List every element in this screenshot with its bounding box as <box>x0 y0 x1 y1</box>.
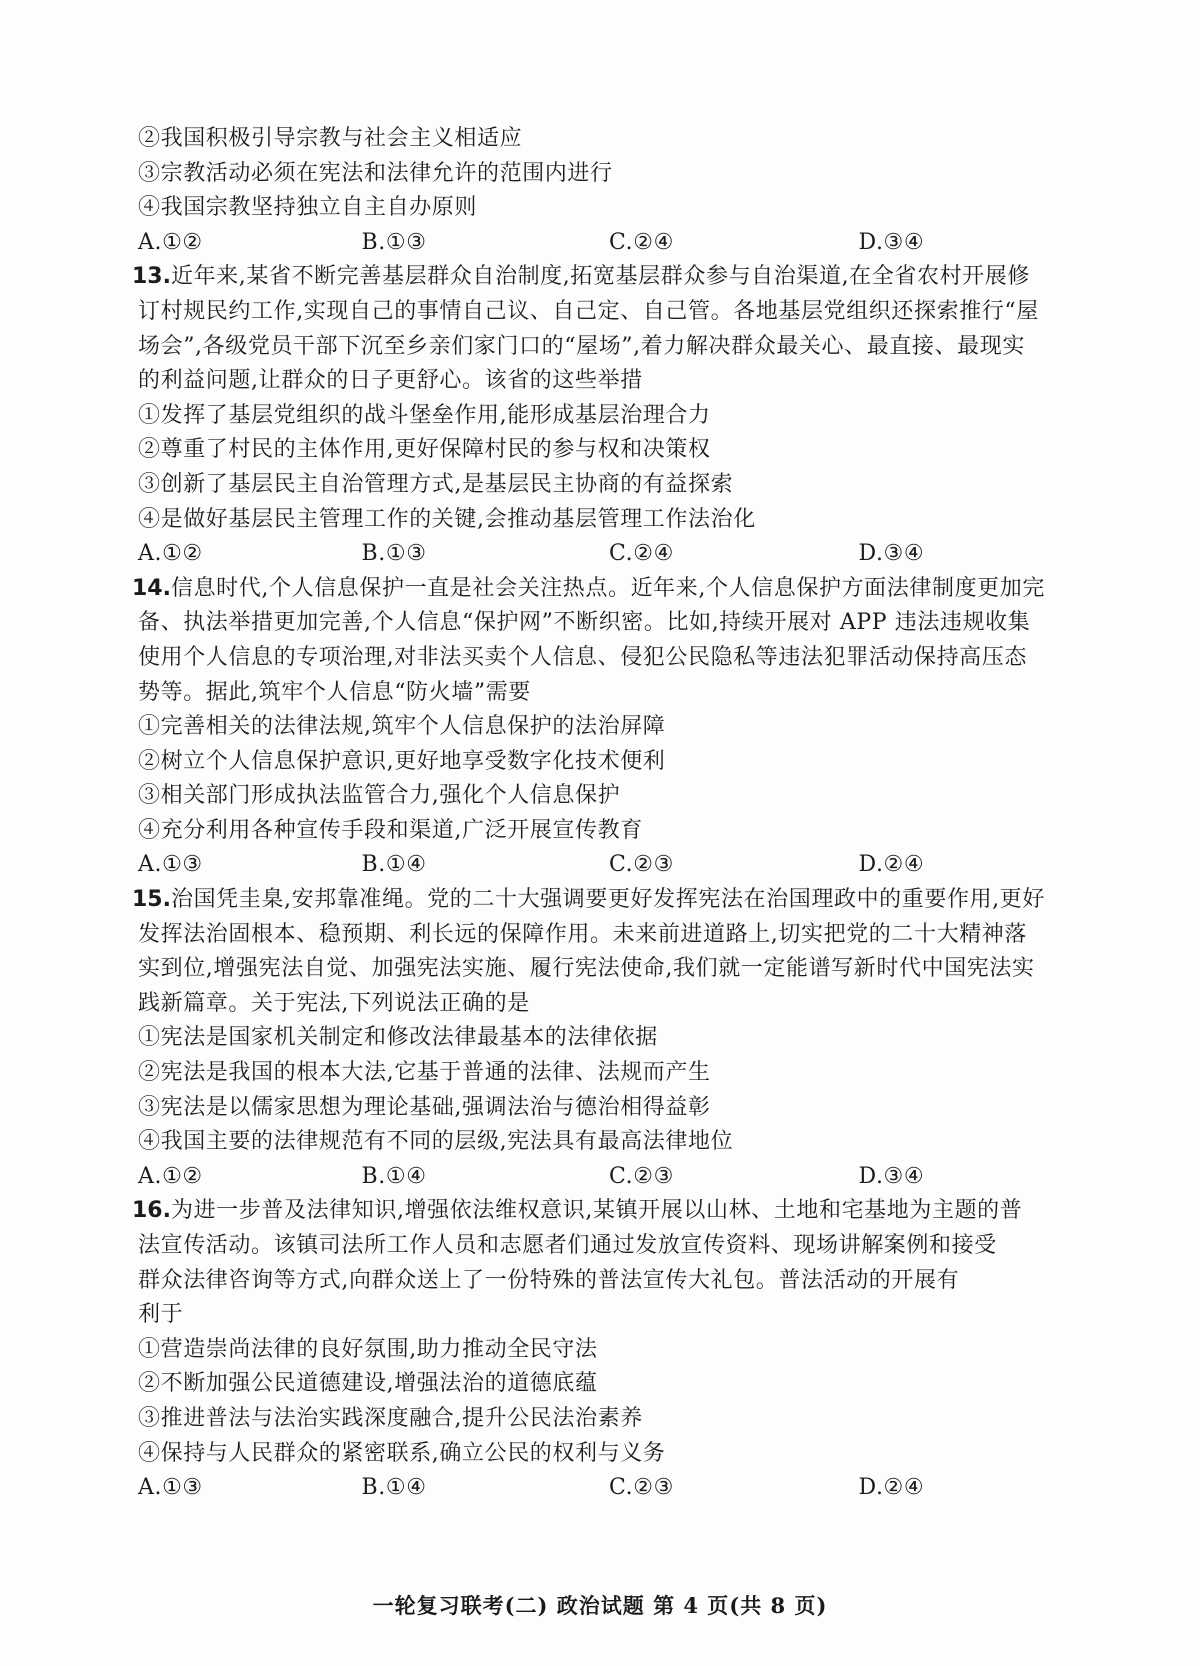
answer-c: C.②③ <box>609 852 674 878</box>
option-line: ③推进普法与法治实践深度融合,提升公民法治素养 <box>138 1405 643 1431</box>
exam-content <box>132 122 1098 1506</box>
option-line: ②不断加强公民道德建设,增强法治的道德底蕴 <box>138 1371 598 1397</box>
option-line: ④是做好基层民主管理工作的关键,会推动基层管理工作法治化 <box>138 506 756 532</box>
answer-choices <box>138 848 1098 883</box>
question-stem-text: 为进一步普及法律知识,增强依法维权意识,某镇开展以山林、土地和宅基地为主题的普 <box>170 1198 1023 1224</box>
question-stem-text: 信息时代,个人信息保护一直是社会关注热点。近年来,个人信息保护方面法律制度更加完 <box>170 575 1045 601</box>
page-footer: 一轮复习联考(二) 政治试题 第 4 页(共 8 页) <box>372 1593 828 1618</box>
option-line: ①完善相关的法律法规,筑牢个人信息保护的法治屏障 <box>138 714 666 740</box>
question-number: 16. <box>132 1198 171 1224</box>
question-13 <box>132 260 1098 571</box>
question-stem-first-line <box>132 883 1098 918</box>
question-stem-line: 法宣传活动。该镇司法所工作人员和志愿者们通过发放宣传资料、现场讲解案例和接受 <box>138 1233 997 1258</box>
option-line: ①宪法是国家机关制定和修改法律最基本的法律依据 <box>138 1025 658 1051</box>
question-number: 13. <box>132 264 171 290</box>
answer-a: A.①③ <box>138 852 203 878</box>
option-line: ②树立个人信息保护意识,更好地享受数字化技术便利 <box>138 748 666 774</box>
option-line: ③相关部门形成执法监管合力,强化个人信息保护 <box>138 783 621 809</box>
question-stem-text: 近年来,某省不断完善基层群众自治制度,拓宽基层群众参与自治渠道,在全省农村开展修 <box>170 264 1030 290</box>
answer-d: D.③④ <box>858 1163 925 1189</box>
option-line: ②尊重了村民的主体作用,更好保障村民的参与权和决策权 <box>138 437 711 463</box>
answer-choices <box>138 537 1098 572</box>
option-line: ③创新了基层民主自治管理方式,是基层民主协商的有益探索 <box>138 471 734 497</box>
option-line: ①发挥了基层党组织的战斗堡垒作用,能形成基层治理合力 <box>138 402 711 428</box>
question-12-continued <box>138 122 1098 260</box>
option-line: ③宪法是以儒家思想为理论基础,强调法治与德治相得益彰 <box>138 1094 711 1120</box>
answer-a: A.①② <box>138 541 203 567</box>
question-stem-line: 的利益问题,让群众的日子更舒心。该省的这些举措 <box>138 368 643 394</box>
answer-d: D.③④ <box>858 229 925 255</box>
question-stem-first-line <box>132 572 1098 607</box>
option-line: ③宗教活动必须在宪法和法律允许的范围内进行 <box>138 160 613 186</box>
answer-d: D.③④ <box>858 541 925 567</box>
answer-c: C.②④ <box>609 541 674 567</box>
answer-d: D.②④ <box>858 852 925 878</box>
question-stem-line: 订村规民约工作,实现自己的事情自己议、自己定、自己管。各地基层党组织还探索推行“屋 <box>138 298 1039 324</box>
answer-b: B.①③ <box>361 229 427 255</box>
answer-c: C.②④ <box>609 229 674 255</box>
question-stem-line: 发挥法治固根本、稳预期、利长远的保障作用。未来前进道路上,切实把党的二十大精神落 <box>138 921 1027 947</box>
answer-d: D.②④ <box>858 1475 925 1501</box>
question-15 <box>132 883 1098 1194</box>
question-stem-text: 治国凭圭臬,安邦靠准绳。党的二十大强调要更好发挥宪法在治国理政中的重要作用,更好 <box>170 887 1045 913</box>
answer-choices <box>138 226 1098 261</box>
question-stem-first-line <box>132 260 1098 295</box>
answer-a: A.①② <box>138 1163 203 1189</box>
answer-choices <box>138 1471 1098 1506</box>
answer-a: A.①② <box>138 229 203 255</box>
question-14 <box>132 572 1098 883</box>
option-line: ②宪法是我国的根本大法,它基于普通的法律、法规而产生 <box>138 1060 711 1086</box>
question-stem-first-line <box>132 1194 1098 1229</box>
answer-c: C.②③ <box>609 1475 674 1501</box>
question-stem-line: 群众法律咨询等方式,向群众送上了一份特殊的普法宣传大礼包。普法活动的开展有 <box>138 1267 960 1293</box>
answer-b: B.①④ <box>361 852 427 878</box>
option-line: ④保持与人民群众的紧密联系,确立公民的权利与义务 <box>138 1440 666 1466</box>
answer-b: B.①④ <box>361 1475 427 1501</box>
answer-b: B.①③ <box>361 541 427 567</box>
question-stem-line: 势等。据此,筑牢个人信息“防火墙”需要 <box>138 679 531 705</box>
question-stem-line: 备、执法举措更加完善,个人信息“保护网”不断织密。比如,持续开展对 APP 违法违规收集 <box>138 610 1031 636</box>
option-line: ④我国主要的法律规范有不同的层级,宪法具有最高法律地位 <box>138 1129 734 1155</box>
question-number: 14. <box>132 575 171 601</box>
answer-choices <box>138 1160 1098 1195</box>
question-stem-line: 使用个人信息的专项治理,对非法买卖个人信息、侵犯公民隐私等违法犯罪活动保持高压态 <box>138 644 1027 670</box>
option-line: ④我国宗教坚持独立自主自办原则 <box>138 195 478 221</box>
answer-a: A.①③ <box>138 1475 203 1501</box>
option-line: ④充分利用各种宣传手段和渠道,广泛开展宣传教育 <box>138 817 643 843</box>
question-stem-line: 实到位,增强宪法自觉、加强宪法实施、履行宪法使命,我们就一定能谱写新时代中国宪法实 <box>138 956 1035 982</box>
answer-b: B.①④ <box>361 1163 427 1189</box>
question-number: 15. <box>132 887 171 913</box>
option-line: ①营造崇尚法律的良好氛围,助力推动全民守法 <box>138 1336 598 1362</box>
question-stem-line: 践新篇章。关于宪法,下列说法正确的是 <box>138 990 530 1016</box>
option-line: ②我国积极引导宗教与社会主义相适应 <box>138 126 523 151</box>
answer-c: C.②③ <box>609 1163 674 1189</box>
question-stem-line: 场会”,各级党员干部下沉至乡亲们家门口的“屋场”,着力解决群众最关心、最直接、最现实 <box>138 333 1025 359</box>
question-16 <box>132 1194 1098 1505</box>
question-stem-line: 利于 <box>138 1302 184 1328</box>
